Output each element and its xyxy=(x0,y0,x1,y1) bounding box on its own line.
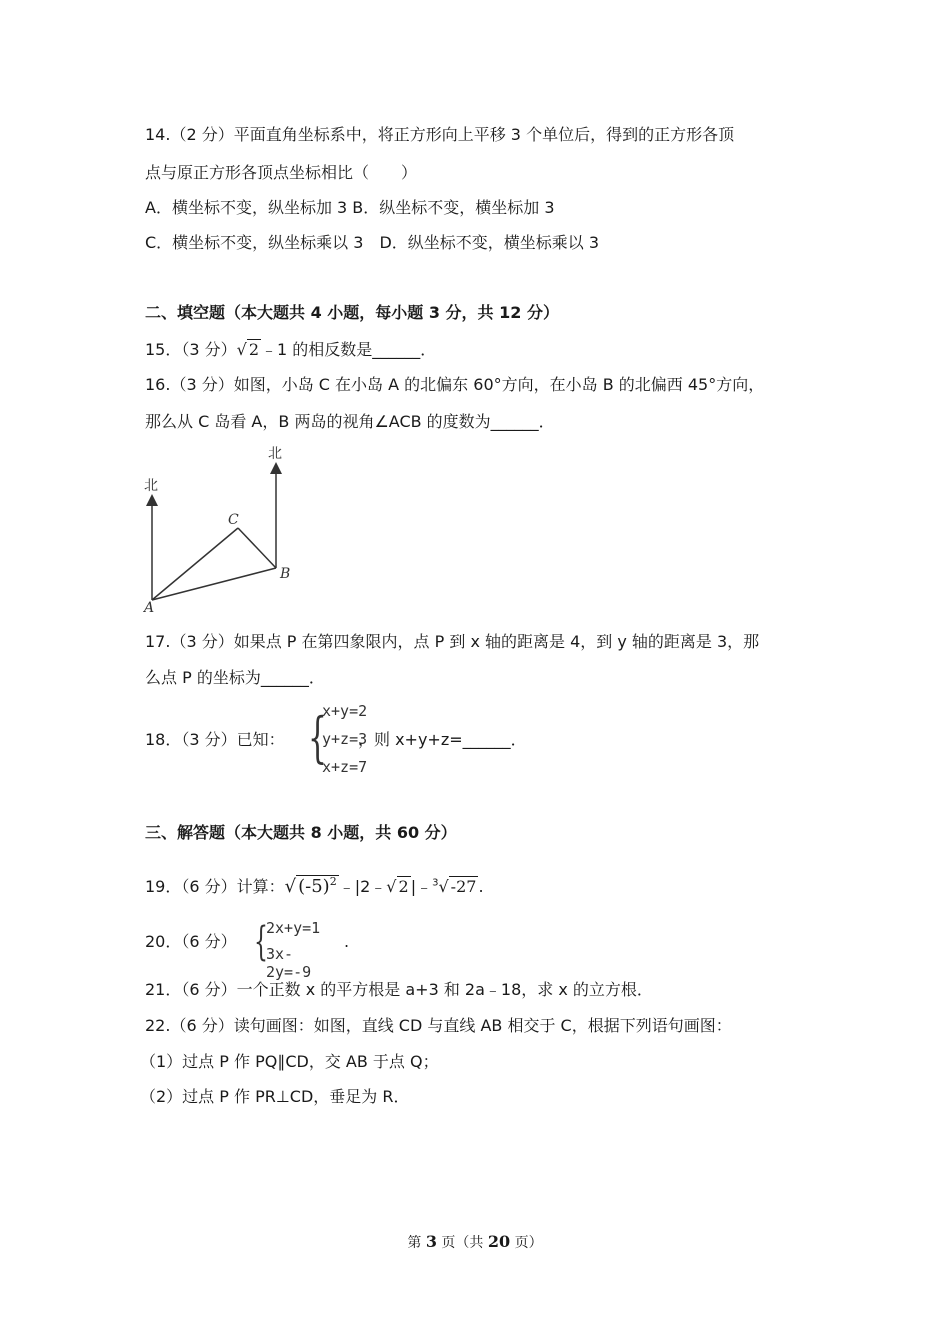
q19-suffix: . xyxy=(478,877,484,896)
q18-prefix: 18．（3 分）已知： xyxy=(145,730,285,749)
q19 xyxy=(145,872,484,897)
footer-pre: 第 xyxy=(407,1235,426,1251)
sqrt-symbol: √ $(-5)^2$ xyxy=(284,875,337,897)
left-brace: { xyxy=(254,919,268,965)
q20-eq2: 3x-2y=-9 xyxy=(266,945,312,981)
q22-line1: 22.（6 分）读句画图：如图，直线 CD 与直线 AB 相交于 C，根据下列语句画图： xyxy=(145,1016,732,1035)
q19-cube-inner: -27 xyxy=(450,877,477,896)
label-a: A xyxy=(144,600,155,615)
section3-title: 三、解答题（本大题共 8 小题，共 60 分） xyxy=(145,823,457,842)
q20-prefix: 20．（6 分） xyxy=(145,932,237,951)
q19-mid1: ﹣|2﹣ xyxy=(338,877,387,896)
q18-eq2: y+z=3 xyxy=(322,730,368,748)
q18-eq3: x+z=7 xyxy=(322,758,368,776)
q22-step2: （2）过点 P 作 PR⊥CD，垂足为 R． xyxy=(140,1087,410,1106)
sqrt-symbol: √ 2 xyxy=(236,340,260,359)
north-label-b: 北 xyxy=(268,446,282,462)
section2-title: 二、填空题（本大题共 4 小题，每小题 3 分，共 12 分） xyxy=(145,303,559,322)
q15-suffix: ﹣1 的相反数是______． xyxy=(261,340,437,359)
q15-radicand: 2 xyxy=(248,340,260,359)
left-brace: { xyxy=(308,706,327,769)
sqrt-symbol: √ 2 xyxy=(386,877,409,896)
q16-line1: 16.（3 分）如图，小岛 C 在小岛 A 的北偏东 60°方向，在小岛 B 的北偏西 45°方向， xyxy=(145,375,765,394)
q18-eq1: x+y=2 xyxy=(322,702,368,720)
q19-exponent: 2 xyxy=(329,875,337,888)
q17-line2: 么点 P 的坐标为______． xyxy=(145,668,325,687)
q19-mid2: |﹣ xyxy=(410,877,433,896)
q19-sqrt-inner: (-5) xyxy=(298,876,330,897)
q21: 21．（6 分）一个正数 x 的平方根是 a+3 和 2a﹣18，求 x 的立方根． xyxy=(145,980,653,999)
q14-options-ab: A．横坐标不变，纵坐标加 3 B．纵坐标不变，横坐标加 3 xyxy=(145,198,555,217)
footer-mid: 页（共 xyxy=(436,1235,488,1251)
q15-prefix: 15．（3 分） xyxy=(145,340,237,359)
q19-cube-index: 3 xyxy=(432,877,439,889)
label-c: C xyxy=(228,512,239,528)
footer-total-pages: 20 xyxy=(487,1232,511,1251)
q17-line1: 17.（3 分）如果点 P 在第四象限内，点 P 到 x 轴的距离是 4，到 y 轴的距离是 3，那 xyxy=(145,632,760,651)
label-b: B xyxy=(280,566,291,582)
footer-post: 页） xyxy=(510,1235,543,1251)
q14-options-cd: C．横坐标不变，纵坐标乘以 3 D．纵坐标不变，横坐标乘以 3 xyxy=(145,233,600,252)
q20-suffix: . xyxy=(344,932,350,951)
north-label-a: 北 xyxy=(144,478,158,494)
q19-prefix: 19．（6 分）计算： xyxy=(145,877,285,896)
q14-line2: 点与原正方形各顶点坐标相比（ ） xyxy=(145,163,418,182)
q20-eq1: 2x+y=1 xyxy=(266,919,321,937)
q22-step1: （1）过点 P 作 PQ∥CD，交 AB 于点 Q； xyxy=(140,1052,439,1071)
cube-root-symbol: √ -27 xyxy=(438,877,477,896)
q18-suffix: ，则 x+y+z=______． xyxy=(358,730,527,749)
q19-radicand: 2 xyxy=(398,877,409,896)
page-footer xyxy=(0,1232,950,1252)
q16-line2: 那么从 C 岛看 A，B 两岛的视角∠ACB 的度数为______． xyxy=(145,412,555,431)
footer-page-number: 3 xyxy=(425,1232,437,1251)
q15 xyxy=(145,340,436,360)
q14-line1: 14.（2 分）平面直角坐标系中，将正方形向上平移 3 个单位后，得到的正方形各顶 xyxy=(145,125,735,144)
segment-cb xyxy=(238,528,276,568)
q16-figure xyxy=(138,440,308,615)
